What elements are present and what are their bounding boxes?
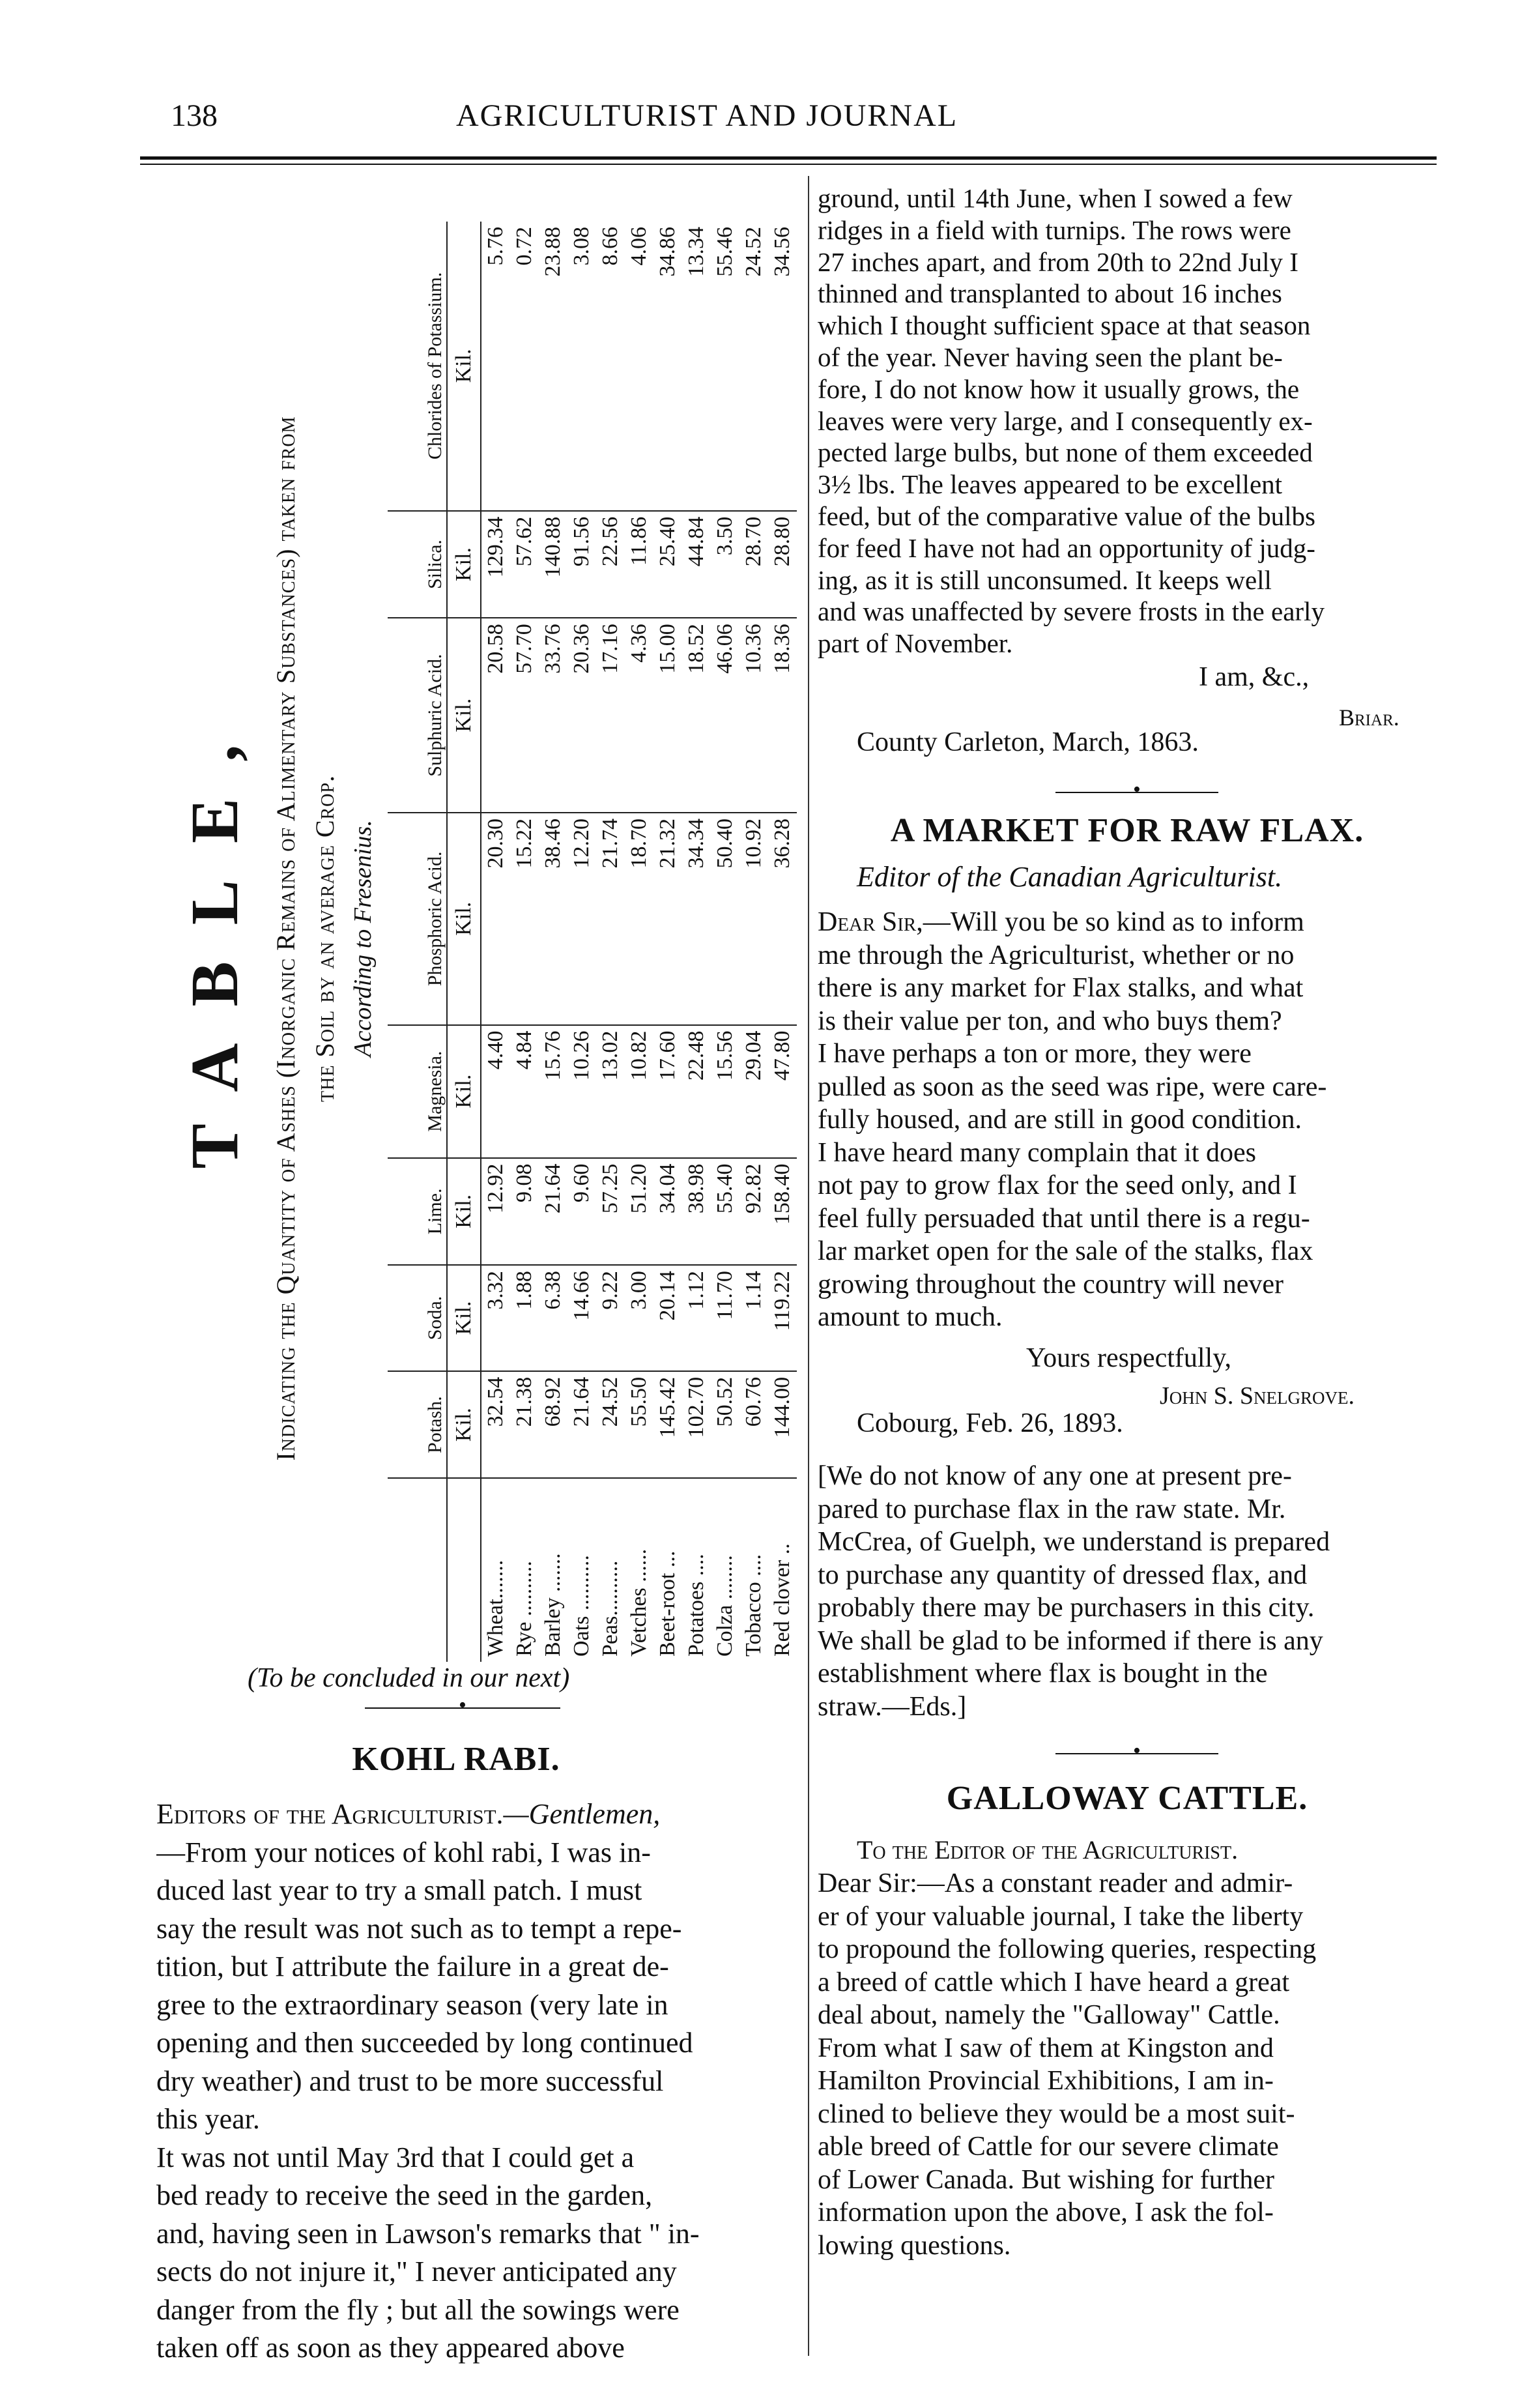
text-line: I have perhaps a ton or more, they were [818,1039,1252,1069]
table-cell: 119.22 [768,1265,797,1371]
column-rule [808,176,809,2356]
kohl-lead [156,1795,801,1834]
crop-name-cell: Rye .......... [510,1478,539,1662]
table-cell: 13.34 [684,227,708,277]
text-line: of the year. Never having seen the plant be- [818,341,1283,372]
flax-body [818,906,1437,1334]
table-row [739,222,768,1662]
table-cell: 33.76 [539,618,567,813]
table-cell: 11.86 [625,511,653,618]
table-cell: 9.08 [510,1158,539,1266]
flax-salutation: Dear Sir, [818,907,923,937]
table-cell: 18.36 [768,618,797,813]
text-line: to purchase any quantity of dressed flax, and [818,1559,1308,1590]
flax-lead [818,906,1437,939]
table-cell: 10.82 [625,1025,653,1158]
table-cell: 1.14 [739,1265,768,1371]
table-cell: 28.80 [768,511,797,618]
table-cell: 20.14 [653,1265,682,1371]
table-cell: 28.70 [739,511,768,618]
table-header-cell: Lime. [388,1158,447,1266]
flax-first-line: —Will you be so kind as to inform [923,907,1304,937]
text-line: pulled as soon as the seed was ripe, were care- [818,1071,1327,1102]
kohl-heading: KOHL RABI. [352,1741,560,1778]
text-line: information upon the above, I ask the fol- [818,2198,1274,2227]
text-line: ing, as it is still unconsumed. It keeps well [818,564,1272,595]
table-unit-cell: Kil. [447,1025,481,1158]
kohl-body [156,1795,801,2368]
text-line: for feed I have not had an opportunity of judg- [818,532,1315,563]
table-cell: 22.56 [596,511,625,618]
text-line: is their value per ton, and who buys them? [818,1006,1282,1036]
crop-name-cell: Potatoes .... [682,1478,711,1662]
table-cell: 20.36 [567,618,596,813]
table-cell: 18.52 [682,618,711,813]
table-unit-cell: Kil. [447,1158,481,1266]
table-cell: 92.82 [739,1158,768,1266]
text-line: I have heard many complain that it does [818,1137,1256,1168]
table-header-row [388,222,447,1662]
text-line: this year. [156,2103,260,2135]
table-header-cell: Soda. [388,1265,447,1371]
table-note: (To be concluded in our next) [248,1663,570,1693]
table-row [596,222,625,1662]
flax-addressee: Editor of the Canadian Agriculturist. [857,861,1283,893]
table-unit-row [447,222,481,1662]
running-title: AGRICULTURIST AND JOURNAL [456,98,958,133]
text-line: a breed of cattle which I have heard a great [818,1967,1290,1997]
text-line: say the result was not such as to tempt a repe- [156,1912,682,1945]
text-line: fully housed, and are still in good condition. [818,1105,1302,1135]
table-cell: 91.56 [567,511,596,618]
table-header-cell: Magnesia. [388,1025,447,1158]
table-cell: 158.40 [768,1158,797,1266]
text-line: 27 inches apart, and from 20th to 22nd July I [818,246,1298,277]
table-cell: 34.56 [770,227,794,277]
table-cell: 4.36 [625,618,653,813]
table-cell: 47.80 [768,1025,797,1158]
table-cell: 44.84 [682,511,711,618]
crop-name-cell: Oats .......... [567,1478,596,1662]
signature-snelgrove: John S. Snelgrove. [1160,1382,1355,1410]
table-cell: 23.88 [541,227,565,277]
table-cell: 55.40 [711,1158,739,1266]
table-cell: 57.62 [510,511,539,618]
text-line: thinned and transplanted to about 16 inches [818,278,1282,309]
text-line: feel fully persuaded that until there is a regu- [818,1203,1310,1234]
signature-briar: Briar. [1339,704,1399,731]
table-cell: 17.60 [653,1025,682,1158]
closing-snelgrove: Yours respectfully, [1026,1343,1231,1373]
crop-name-cell: Red clover .. [768,1478,797,1662]
text-line: to propound the following queries, respecting [818,1934,1317,1964]
table-cell: 6.38 [539,1265,567,1371]
table-unit-cell: Kil. [447,1371,481,1479]
table-cell: 24.52 [596,1371,625,1479]
table-cell: 36.28 [768,813,797,1025]
text-line: gree to the extraordinary season (very late in [156,1988,668,2021]
text-line: me through the Agriculturist, whether or no [818,940,1295,970]
table-cell: 4.84 [510,1025,539,1158]
table-cell: 50.40 [711,813,739,1025]
table-header-cell: Potash. [388,1371,447,1479]
crop-name-cell: Wheat....... [481,1478,510,1662]
table-cell: 21.38 [510,1371,539,1479]
right-top-body [818,182,1437,660]
crop-name-cell: Barley ....... [539,1478,567,1662]
text-line: amount to much. [818,1302,1003,1332]
table-row [510,222,539,1662]
table-cell: 13.02 [596,1025,625,1158]
table-cell: 21.64 [567,1371,596,1479]
table-header-cell: Silica. [388,511,447,618]
table-cell: 15.76 [539,1025,567,1158]
page-number: 138 [171,98,218,133]
table-cell: 12.20 [567,813,596,1025]
table-cell: 9.60 [567,1158,596,1266]
table-cell: 102.70 [682,1371,711,1479]
table-cell: 32.54 [481,1371,510,1479]
table-header-crop [388,1478,447,1662]
header-rule [140,156,1437,160]
table-cell: 10.92 [739,813,768,1025]
text-line: It was not until May 3rd that I could get a [156,2141,635,2173]
kohl-lead-sc: Editors of the Agriculturist. [156,1798,504,1830]
table-cell: 21.32 [653,813,682,1025]
table-cell: 46.06 [711,618,739,813]
table-cell: 21.74 [596,813,625,1025]
text-line: and was unaffected by severe frosts in the early [818,596,1325,627]
place-date-snelgrove: Cobourg, Feb. 26, 1893. [857,1408,1123,1438]
table-cell: 12.92 [481,1158,510,1266]
table-cell: 34.04 [653,1158,682,1266]
text-line: From what I saw of them at Kingston and [818,2033,1274,2063]
text-line: establishment where flax is bought in the [818,1659,1268,1689]
table-header-cell: Sulphuric Acid. [388,618,447,813]
table-cell: 3.08 [569,227,594,266]
table-cell: 60.76 [739,1371,768,1479]
text-line: —From your notices of kohl rabi, I was in- [156,1836,651,1868]
text-line: feed, but of the comparative value of the bulbs [818,500,1315,531]
table-cell: 140.88 [539,511,567,618]
table-cell: 0.72 [512,227,536,266]
text-line: not pay to grow flax for the seed only, and I [818,1170,1297,1200]
text-line: pared to purchase flax in the raw state. Mr. [818,1494,1286,1524]
table-subtitle-2: the Soil by an average Crop. [310,775,339,1102]
crop-name-cell: Colza ........ [711,1478,739,1662]
table-row [768,222,797,1662]
table-cell: 57.25 [596,1158,625,1266]
table-unit-cell: Kil. [447,813,481,1025]
table-cell: 11.70 [711,1265,739,1371]
table-cell: 129.34 [481,511,510,618]
text-line: which I thought sufficient space at that season [818,310,1311,341]
text-line: bed ready to receive the seed in the garden, [156,2179,653,2211]
crop-name-cell: Tobacco .... [739,1478,768,1662]
page-header [0,98,1520,137]
text-line: er of your valuable journal, I take the liberty [818,1901,1304,1932]
table-cell: 57.70 [510,618,539,813]
eds-note [818,1460,1437,1723]
galloway-heading: GALLOWAY CATTLE. [946,1780,1308,1817]
table-cell: 20.58 [481,618,510,813]
ash-table-wrap [388,222,801,1662]
text-line: growing throughout the country will never [818,1269,1284,1299]
table-row [481,222,510,1662]
table-cell: 1.88 [510,1265,539,1371]
text-line: clined to believe they would be a most suit- [818,2098,1295,2129]
table-cell: 10.26 [567,1025,596,1158]
table-cell: 4.06 [627,227,651,266]
table-cell: 14.66 [567,1265,596,1371]
table-cell: 51.20 [625,1158,653,1266]
table-cell: 22.48 [682,1025,711,1158]
text-line: there is any market for Flax stalks, and what [818,973,1304,1003]
text-line: Hamilton Provincial Exhibitions, I am in- [818,2066,1274,2096]
table-cell: 50.52 [711,1371,739,1479]
table-title: TABLE, [177,708,252,1169]
text-line: straw.—Eds.] [818,1691,967,1722]
text-line: opening and then succeeded by long continued [156,2027,693,2059]
table-cell: 15.22 [510,813,539,1025]
table-unit-cell [447,1478,481,1662]
table-cell: 15.56 [711,1025,739,1158]
table-cell: 144.00 [768,1371,797,1479]
header-rule-thin [140,164,1437,165]
galloway-lead: To the Editor of the Agriculturist. [857,1835,1239,1864]
text-line: We shall be glad to be informed if there is any [818,1625,1323,1656]
table-cell: 68.92 [539,1371,567,1479]
table-cell: 3.50 [711,511,739,618]
text-line: able breed of Cattle for our severe climate [818,2132,1279,2162]
kohl-lead-it: —Gentlemen, [503,1798,661,1830]
table-cell: 38.98 [682,1158,711,1266]
table-cell: 38.46 [539,813,567,1025]
table-subtitle-1: Indicating the Quantity of Ashes (Inorganic Remains of Alimentary Substances) taken from [271,416,300,1461]
table-cell: 55.46 [713,227,737,277]
text-line: ground, until 14th June, when I sowed a few [818,183,1293,213]
text-line: McCrea, of Guelph, we understand is prepared [818,1527,1330,1557]
table-cell: 34.86 [655,227,680,277]
text-line: and, having seen in Lawson's remarks that " in- [156,2217,700,2250]
text-line: lowing questions. [818,2230,1011,2261]
table-cell: 145.42 [653,1371,682,1479]
table-unit-cell: Kil. [447,511,481,618]
ornament-rule [1055,792,1218,793]
text-line: sects do not injure it," I never anticipated any [156,2256,677,2287]
text-line: leaves were very large, and I consequently ex- [818,405,1313,436]
galloway-body [818,1867,1437,2262]
text-line: ridges in a field with turnips. The rows were [818,214,1291,245]
text-line: probably there may be purchasers in this city. [818,1593,1315,1623]
ash-table [388,222,797,1662]
text-line: of Lower Canada. But wishing for further [818,2164,1274,2195]
table-cell: 24.52 [741,227,766,277]
table-row [625,222,653,1662]
table-cell: 18.70 [625,813,653,1025]
table-cell: 1.12 [682,1265,711,1371]
text-line: pected large bulbs, but none of them exceeded [818,437,1313,468]
table-unit-cell: Kil. [447,1265,481,1371]
table-subtitle-3: According to Fresenius. [349,820,377,1057]
text-line: [We do not know of any one at present pre- [818,1461,1292,1491]
table-cell: 21.64 [539,1158,567,1266]
table-row [711,222,739,1662]
table-cell: 17.16 [596,618,625,813]
crop-name-cell: Peas.......... [596,1478,625,1662]
place-date-briar: County Carleton, March, 1863. [857,727,1199,757]
table-header-cell: Phosphoric Acid. [388,813,447,1025]
crop-name-cell: Vetches ...... [625,1478,653,1662]
text-line: dry weather) and trust to be more successful [156,2065,664,2097]
table-cell: 3.00 [625,1265,653,1371]
table-cell: 8.66 [598,227,622,266]
table-cell: 9.22 [596,1265,625,1371]
table-cell: 55.50 [625,1371,653,1479]
table-cell: 20.30 [481,813,510,1025]
text-line: tition, but I attribute the failure in a great de- [156,1951,669,1982]
table-cell: 29.04 [739,1025,768,1158]
text-line: taken off as soon as they appeared above [156,2332,625,2364]
text-line: lar market open for the sale of the stalks, flax [818,1236,1313,1266]
table-cell: 34.34 [682,813,711,1025]
text-line: Dear Sir:—As a constant reader and admir- [818,1868,1293,1898]
table-cell: 4.40 [481,1025,510,1158]
crop-name-cell: Beet-root ... [653,1478,682,1662]
closing-briar: I am, &c., [1199,662,1310,692]
table-cell: 10.36 [739,618,768,813]
text-line: deal about, namely the "Galloway" Cattle. [818,2000,1280,2030]
text-line: part of November. [818,628,1013,659]
text-line: fore, I do not know how it usually grows, the [818,373,1300,404]
ash-table-block [176,222,801,1655]
ornament-rule [1055,1753,1218,1754]
table-cell: 5.76 [483,227,508,266]
table-row [682,222,711,1662]
text-line: duced last year to try a small patch. I must [156,1874,642,1906]
table-row [539,222,567,1662]
table-header-cell: Chlorides of Potassium. [388,222,447,511]
table-unit-cell: Kil. [447,222,481,511]
text-line: 3½ lbs. The leaves appeared to be excellent [818,469,1283,500]
table-cell: 25.40 [653,511,682,618]
flax-heading: A MARKET FOR RAW FLAX. [890,812,1364,849]
table-cell: 15.00 [653,618,682,813]
ornament-rule [365,1707,560,1709]
table-unit-cell: Kil. [447,618,481,813]
text-line: danger from the fly ; but all the sowings were [156,2293,680,2326]
table-cell: 3.32 [481,1265,510,1371]
table-row [653,222,682,1662]
table-row [567,222,596,1662]
